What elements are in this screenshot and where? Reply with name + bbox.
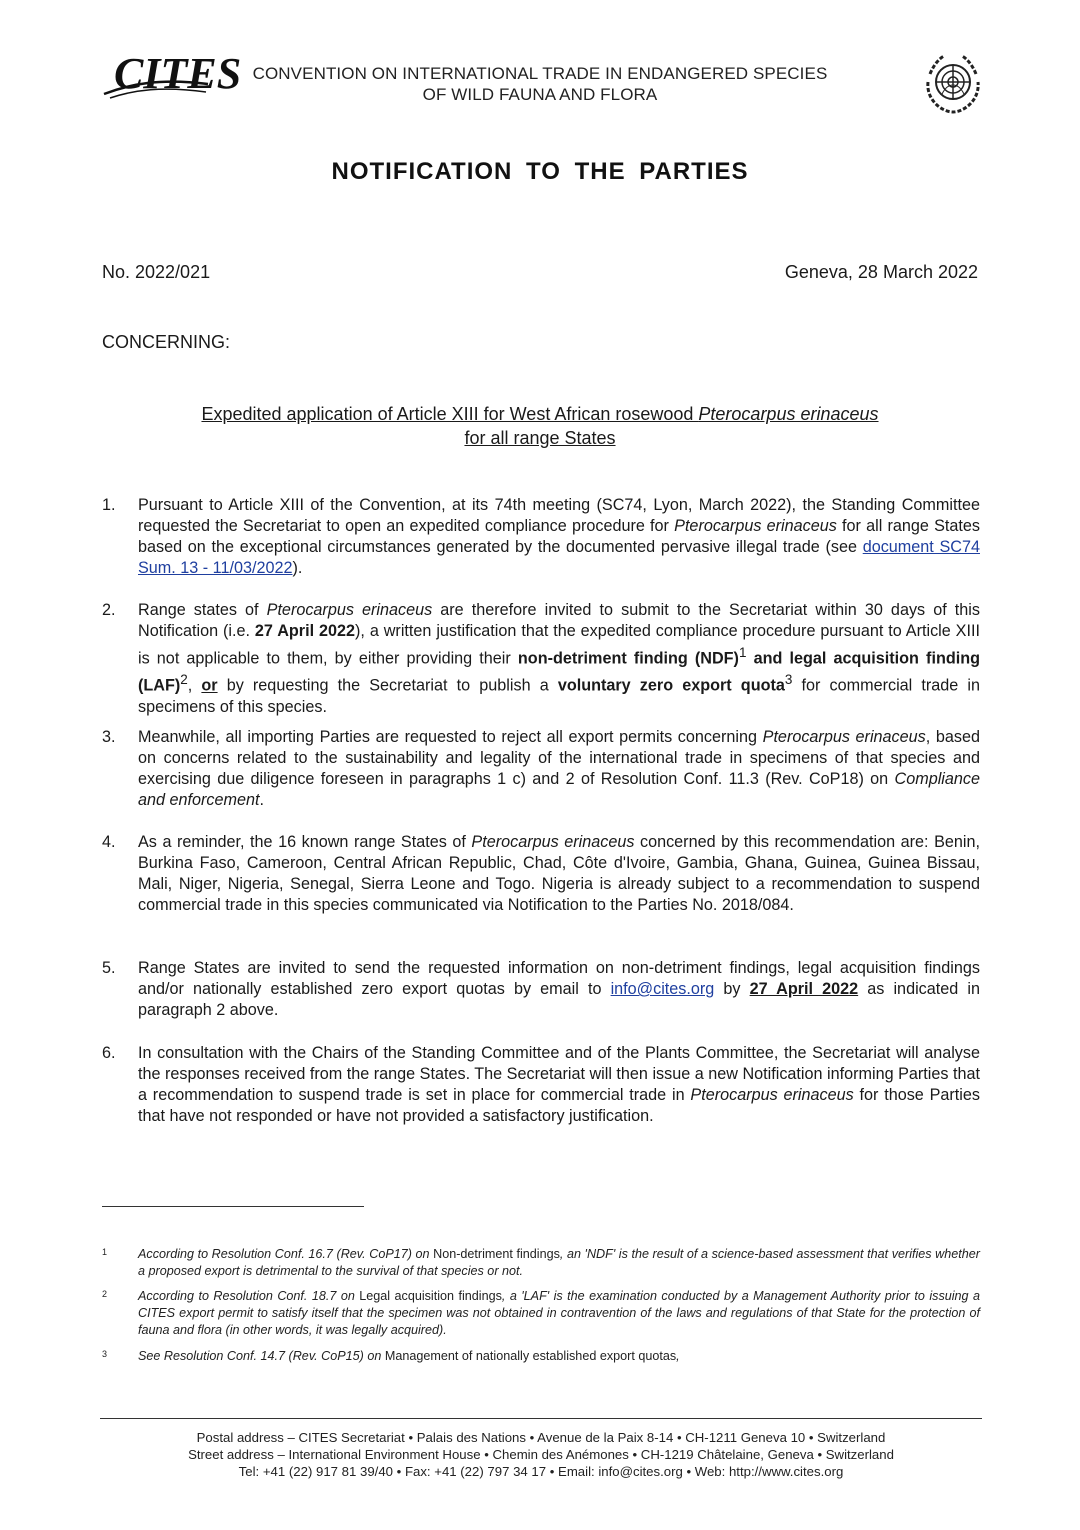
footnote-ref-1[interactable]: 1 — [738, 645, 747, 660]
paragraph-text: for those Parties that have not responded or have not provided a satisfactory justification. — [138, 1086, 980, 1125]
footnote-text: According to Resolution Conf. 16.7 (Rev. CoP17) on — [138, 1247, 434, 1261]
subject-text: Expedited application of Article XIII for West African rosewood — [201, 404, 699, 424]
paragraph-2 — [102, 600, 980, 718]
organization-line-2: OF WILD FAUNA AND FLORA — [422, 85, 658, 104]
paragraph-text: ). — [292, 559, 303, 577]
footer-divider — [100, 1418, 982, 1419]
organization-line-1: CONVENTION ON INTERNATIONAL TRADE IN ENDANGERED SPECIES — [252, 64, 828, 83]
contact-info: Tel: +41 (22) 917 81 39/40 • Fax: +41 (22) 797 34 17 • Email: info@cites.org • Web: http://www.cites.org — [238, 1464, 844, 1479]
paragraph-number: 5. — [102, 959, 116, 977]
page-title: NOTIFICATION TO THE PARTIES — [331, 158, 749, 185]
paragraph-number: 2. — [102, 601, 116, 619]
footnote-text: , — [676, 1349, 680, 1363]
footnote-number: 2 — [102, 1289, 108, 1299]
footnote-ref-3[interactable]: 3 — [784, 672, 793, 688]
subject-text-2: for all range States — [464, 428, 616, 448]
paragraph-text: In consultation with the Chairs of the Standing Committee and of the Plants Committee, the Secretariat will analyse the responses received from the range States. The Secretariat will then issue a new Notification informing Parties that a recommendation to suspend trade is set in place for commercial trade in — [138, 1044, 980, 1104]
laf-term: and legal acquisition finding (LAF) — [138, 649, 980, 695]
paragraph-1 — [102, 495, 980, 579]
paragraph-text: As a reminder, the 16 known range States of — [138, 833, 472, 851]
deadline-date: 27 April 2022 — [254, 622, 356, 640]
paragraph-text: by — [714, 980, 750, 998]
postal-address: Postal address – CITES Secretariat • Palais des Nations • Avenue de la Paix 8-14 • CH-1211 Geneva 10 • Switzerland — [196, 1430, 886, 1445]
footnote-divider — [102, 1206, 364, 1207]
footnote-3 — [102, 1348, 980, 1365]
paragraph-number: 3. — [102, 728, 116, 746]
paragraph-text: . — [259, 791, 264, 809]
footnote-number: 3 — [102, 1349, 108, 1359]
zero-quota-term: voluntary zero export quota — [557, 676, 785, 695]
paragraph-text: ), a written justification that the expedited compliance procedure pursuant to Article XIII is not applicable to them, by either providing their — [138, 622, 980, 668]
paragraph-3 — [102, 727, 980, 811]
species-name: Pterocarpus erinaceus — [674, 517, 837, 535]
paragraph-number: 6. — [102, 1044, 116, 1062]
paragraph-text: for all range States based on the exceptional circumstances generated by the documented pervasive illegal trade (see — [138, 517, 980, 556]
paragraph-text: as indicated in paragraph 2 above. — [138, 980, 980, 1019]
cites-logo-text: CITES — [114, 49, 242, 98]
concerning-label: CONCERNING: — [102, 332, 231, 352]
paragraph-6 — [102, 1043, 980, 1127]
paragraph-text: are therefore invited to submit to the Secretariat within 30 days of this Notification (i.e. — [138, 601, 980, 640]
footnote-2 — [102, 1288, 980, 1339]
footnote-1 — [102, 1246, 980, 1280]
deadline-date: 27 April 2022 — [749, 980, 859, 998]
paragraph-text: by requesting the Secretariat to publish a — [217, 676, 558, 695]
paragraph-text: concerned by this recommendation are: Benin, Burkina Faso, Cameroon, Central African Republic, Chad, Côte d'Ivoire, Gambia, Ghana, Guinea, Guinea Bissau, Mali, Niger, Nigeria, Senegal, Sierra Leone and Togo. Nigeria is already subject to a recommendation to suspend commercial trade in this species communicated via Notification to the Parties No. 2018/084. — [138, 833, 980, 914]
footnote-topic: Management of nationally established export quotas — [384, 1349, 677, 1363]
page-footer — [100, 1429, 982, 1480]
paragraph-text: , based on concerns related to the sustainability and legality of the international trade in specimens of that species and exercising due diligence foreseen in paragraphs 1 c) and 2 of Resolution Conf. 11.3 (Rev. CoP18) on — [138, 728, 980, 788]
footnote-text: See Resolution Conf. 14.7 (Rev. CoP15) on — [138, 1349, 385, 1363]
footnote-topic: Legal acquisition findings — [359, 1289, 502, 1303]
footnote-text: According to Resolution Conf. 18.7 on — [138, 1289, 360, 1303]
paragraph-text: , — [187, 676, 202, 695]
resolution-title: Compliance and enforcement — [138, 770, 980, 809]
footnote-topic: Non-detriment findings — [433, 1247, 560, 1261]
or-emphasis: or — [201, 676, 218, 695]
species-name: Pterocarpus erinaceus — [471, 833, 635, 851]
paragraph-number: 4. — [102, 833, 116, 851]
paragraph-text: for commercial trade in specimens of this species. — [138, 676, 981, 716]
species-name: Pterocarpus erinaceus — [762, 728, 926, 746]
paragraph-5 — [102, 958, 980, 1021]
footnote-text: , a 'LAF' is the examination conducted by a Management Authority prior to issuing a CITES export permit to satisfy itself that the specimen was not obtained in contravention of the laws and regulations of that State for the protection of fauna and flora (in other words, it was legally acquired). — [138, 1289, 980, 1337]
species-name: Pterocarpus erinaceus — [690, 1086, 854, 1104]
notification-number: No. 2022/021 — [102, 262, 211, 282]
email-link[interactable]: info@cites.org — [610, 980, 715, 998]
paragraph-text: Range States are invited to send the requested information on non-detriment findings, legal acquisition findings and/or nationally established zero export quotas by email to — [138, 959, 980, 998]
paragraph-number: 1. — [102, 496, 116, 514]
footnote-number: 1 — [102, 1247, 108, 1257]
subject-species: Pterocarpus erinaceus — [698, 404, 879, 424]
species-name: Pterocarpus erinaceus — [266, 601, 433, 619]
footnote-ref-2[interactable]: 2 — [180, 672, 188, 688]
paragraph-4 — [102, 832, 980, 916]
notification-date: Geneva, 28 March 2022 — [784, 262, 978, 282]
paragraph-text: Range states of — [138, 601, 267, 619]
paragraph-text: Pursuant to Article XIII of the Convention, at its 74th meeting (SC74, Lyon, March 2022), the Standing Committee requested the Secretariat to open an expedited compliance procedure for — [138, 496, 980, 535]
ndf-term: non-detriment finding (NDF) — [517, 649, 739, 668]
paragraph-text: Meanwhile, all importing Parties are requested to reject all export permits concerning — [138, 728, 763, 746]
un-emblem-icon — [920, 52, 986, 114]
document-link[interactable]: document SC74 Sum. 13 - 11/03/2022 — [138, 538, 980, 577]
organization-name — [220, 63, 860, 105]
cites-logo — [100, 48, 242, 112]
footnote-text: , an 'NDF' is the result of a science-based assessment that verifies whether a proposed export is detrimental to the survival of that species or not. — [138, 1247, 980, 1278]
street-address: Street address – International Environment House • Chemin des Anémones • CH-1219 Châtelaine, Geneva • Switzerland — [188, 1447, 894, 1462]
subject-heading — [150, 402, 930, 450]
